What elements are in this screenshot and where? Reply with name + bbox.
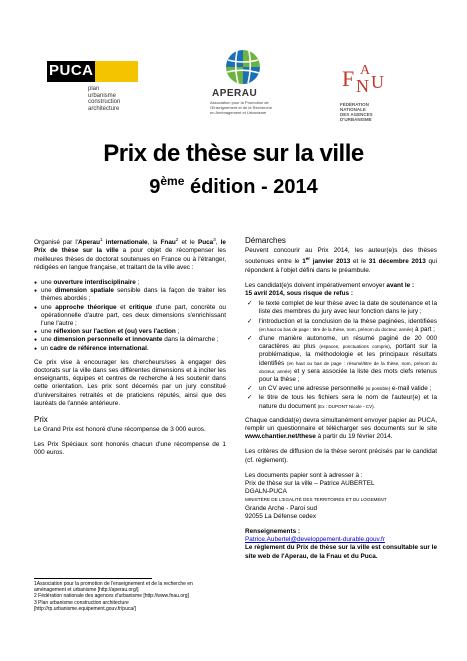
fnau-logo-subtitle: FÉDÉRATION NATIONALE DES AGENCES D'URBANISME: [340, 102, 373, 122]
list-item: ● une ouverture interdisciplinaire ;: [34, 279, 226, 287]
footnote: 3 Plan urbanisme construction architecture [http://rp.urbanisme.equipement.gouv.fr/puca/]: [34, 599, 136, 612]
deadline-paragraph: Les candidat(e)s doivent impérativement envoyer avant le : 15 avril 2014, sous risque de refus :: [245, 281, 415, 297]
puca-logo-text: PUCA: [49, 62, 94, 79]
intro-paragraph: Organisé par l'Aperau$^1$ internationale, la Fnau$^2$ et le Puca$^3$, le Prix de thèse sur la ville a pour objet de récompenser les meilleures thèses de doctorat soutenues en France ou à l'étranger, rédigées en langue française, et traitant de la ville avec :: [34, 237, 226, 271]
list-item: ● une réflexion sur l'action et (ou) vers l'action ;: [34, 328, 226, 336]
grand-prix-paragraph: Le Grand Prix est honoré d'une récompense de 3 000 euros.: [34, 425, 206, 433]
puca-logo-accent: [95, 61, 138, 82]
contact-email-link[interactable]: Patrice.Aubertel@developpement-durable.gouv.fr: [245, 536, 385, 544]
reglement-paragraph: Le règlement du Prix de thèse sur la ville est consultable sur le site web de l'Aperau, de la Fnau et du Puca.: [245, 544, 437, 560]
list-item: ● une approche théorique et critique d'une part, concrète ou opérationnelle d'autre part, ces deux dimensions s'enrichissant l'une l'autre ;: [34, 304, 226, 329]
demarches-heading: Démarches: [245, 236, 286, 245]
list-item: ✓ d'une manière autonome, un résumé paginé de 20 000 caractères au plus (espaces, ponctuations compris), portant sur la problématique, la méthodologie et les principaux résultats identifiés (en haut ou bas de page : résumé/titre de la thèse, nom, prénom du docteur, année) et y sera associée la liste des mots clefs retenus pour la thèse ;: [245, 335, 437, 384]
svg-text:F: F: [342, 66, 355, 91]
puca-logo-subtitle: plan urbanisme construction architecture: [88, 86, 121, 112]
special-prix-paragraph: Les Prix Spéciaux sont honorés chacun d'une récompense de 1 000 euros.: [34, 441, 226, 457]
documents-checklist: [245, 300, 437, 411]
right-column: [245, 236, 437, 568]
left-column: [34, 236, 226, 465]
aperau-globe-icon: [225, 48, 261, 86]
list-item: ● un cadre de référence international.: [34, 345, 226, 353]
list-item: ✓ l'introduction et la conclusion de la thèse paginées, identifiées (en haut ou bas de page : titre de la thèse, nom, prénom du docteur, année) à part ;: [245, 318, 437, 334]
footnotes: [34, 581, 226, 612]
svg-text:U: U: [371, 72, 384, 92]
page-title: Prix de thèse sur la ville: [103, 140, 364, 167]
footnote: 1Association pour la promotion de l'enseignement et de la recherche en aménagement et urbanisme [http://aperau.org/]: [34, 581, 193, 594]
postal-address: Prix de thèse sur la ville – Patrice AUBERTEL DGALN-PUCA MINISTÈRE DE L'EGALITÉ DES TERRITOIRES ET DU LOGEMENT Grande Arche - Paroi sud 92055 La Défense cedex: [245, 480, 387, 520]
footnote: 2 Fédération nationale des agences d'urbanisme [http://www.fnau.org]: [34, 593, 189, 600]
list-item: ● une dimension spatiale sensible dans la façon de traiter les thèmes abordés ;: [34, 287, 226, 303]
list-item: ✓ un CV avec une adresse personnelle (si possible) e-mail valide ;: [245, 385, 437, 393]
aperau-logo-subtitle: Association pour la Promotion de l'Enseignement et de la Recherche en Aménagement et Urbanisme: [210, 100, 272, 115]
svg-text:A: A: [360, 63, 371, 78]
criteria-list: [34, 279, 226, 353]
goal-paragraph: Ce prix vise à encourager les chercheurs/ses à engager des doctorats sur la ville dans ses différentes dimensions et à inciter les enseignants, équipes et centres de recherche à les soutenir dans cette orientation. Les prix sont décernés par un jury constitué d'universitaires retraités et de praticiens réputés, ainsi que des lauréats de l'année antérieure.: [34, 358, 226, 407]
address-intro: Les documents papier sont à adresser à :: [245, 471, 363, 479]
list-item: ✓ le texte complet de leur thèse avec la date de soutenance et la liste des membres du jury avec leur fonction dans le jury ;: [245, 300, 437, 316]
list-item: ✓ le titre de tous les fichiers sera le nom de l'auteur(e) et la nature du document (Ex : DUPONT Nicole - CV).: [245, 394, 437, 410]
list-item: ● une dimension personnelle et innovante dans la démarche ;: [34, 336, 226, 344]
prix-heading: Prix: [34, 414, 48, 424]
submission-paragraph: Chaque candidat(e) devra simultanément envoyer papier au PUCA, remplir un questionnaire et télécharger ses documents sur le site www.chantier.net/these à partir du 19 février 2014.: [245, 416, 437, 441]
renseignements-heading: Renseignements :: [245, 528, 301, 536]
criteria-paragraph: Les critères de diffusion de la thèse seront précisés par le candidat (cf. règlement).: [245, 448, 437, 464]
eligibility-paragraph: Peuvent concourir au Prix 2014, les auteur(e)s des thèses soutenues entre le 1er janvier 2013 et le 31 décembre 2013 qui répondent à l'objet défini dans le préambule.: [245, 247, 437, 274]
footnote-divider: [34, 578, 152, 579]
site-link[interactable]: www.chantier.net/these: [245, 433, 316, 441]
svg-text:N: N: [356, 76, 369, 96]
fnau-logo-icon: [340, 58, 390, 100]
page-subtitle: 9ème édition - 2014: [149, 174, 318, 198]
aperau-logo-text: APERAU: [212, 88, 258, 99]
